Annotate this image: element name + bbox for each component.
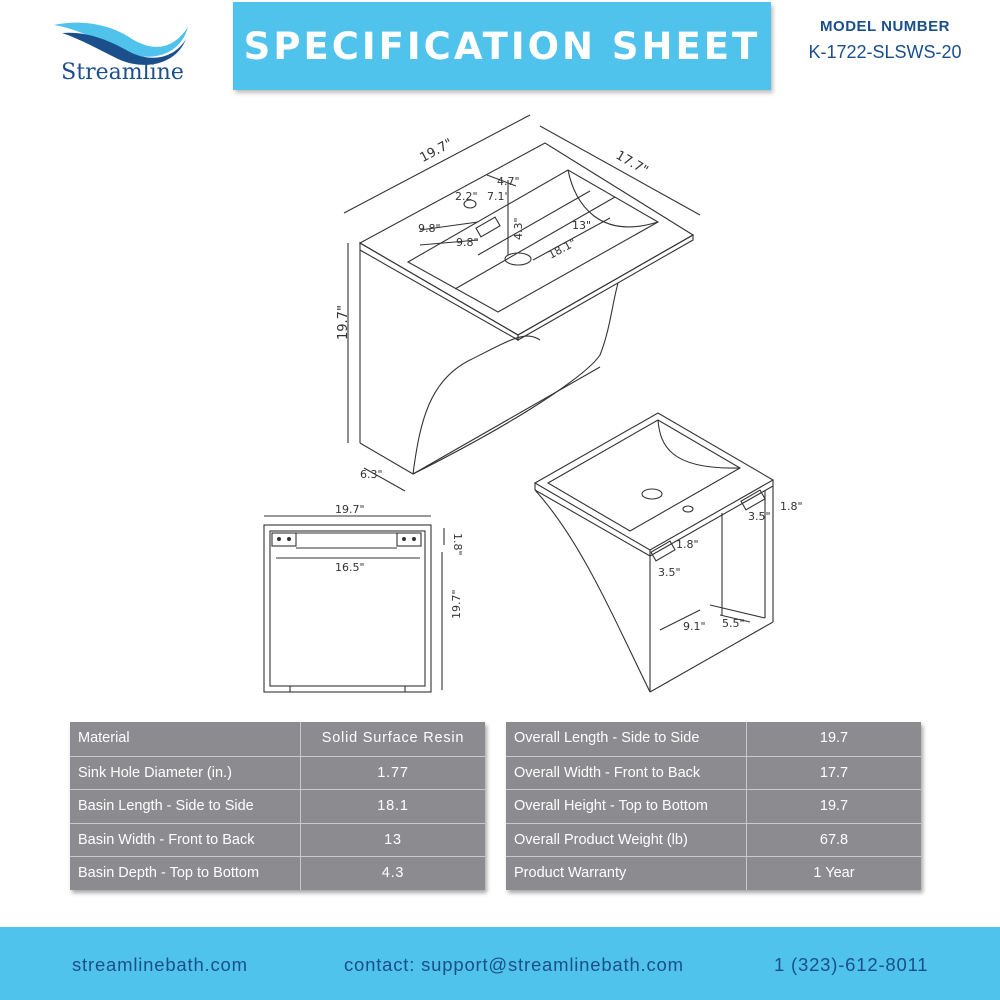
dim-width: 19.7"	[417, 136, 456, 166]
spec-value: 13	[384, 832, 402, 848]
spec-value: 1 Year	[813, 865, 855, 881]
model-number-label: MODEL NUMBER	[820, 18, 950, 35]
table-row	[506, 789, 921, 823]
spec-label: Basin Length - Side to Side	[70, 790, 301, 823]
page-title: SPECIFICATION SHEET	[243, 24, 761, 68]
contact-email[interactable]: contact: support@streamlinebath.com	[344, 954, 684, 975]
table-row	[506, 722, 921, 756]
dim-hole-offset-a: 4.7"	[497, 175, 520, 188]
table-row	[506, 823, 921, 857]
table-row	[70, 722, 485, 756]
spec-value: Solid Surface Resin	[321, 730, 465, 746]
dim-bracket-w-b: 3.5"	[748, 510, 771, 523]
dim-left-a: 9.8"	[418, 222, 441, 235]
spec-value: 19.7	[819, 730, 849, 746]
spec-label: Basin Depth - Top to Bottom	[70, 857, 301, 890]
front-view-drawing	[264, 516, 444, 692]
spec-label: Product Warranty	[506, 857, 747, 890]
iso-underside-drawing	[535, 413, 773, 692]
spec-table-right	[506, 722, 921, 890]
spec-value: 67.8	[819, 832, 849, 848]
dim-depth: 17.7"	[612, 148, 651, 179]
dim-base-depth: 6.3"	[360, 468, 383, 481]
dim-left-b: 9.8"	[456, 236, 479, 249]
dim-bracket-span: 16.5"	[335, 561, 365, 574]
spec-label: Overall Height - Top to Bottom	[506, 790, 747, 823]
dim-inner-depth: 9.1"	[683, 620, 706, 633]
dim-inner-width: 5.5"	[722, 617, 745, 630]
dim-bracket-w-a: 3.5"	[658, 566, 681, 579]
dim-bracket-h-a: 1.8"	[676, 538, 699, 551]
spec-value: 17.7	[819, 765, 849, 781]
phone-number[interactable]: 1 (323)-612-8011	[774, 954, 929, 975]
table-row	[70, 856, 485, 890]
table-row	[70, 823, 485, 857]
dim-bracket-height: 1.8"	[451, 533, 464, 556]
dim-front-width: 19.7"	[335, 503, 365, 516]
dim-height: 19.7"	[336, 305, 351, 340]
spec-value: 1.77	[377, 765, 409, 781]
dim-basin-length: 18.1"	[546, 236, 579, 262]
table-row	[70, 789, 485, 823]
dim-bracket-h-b: 1.8"	[780, 500, 803, 513]
spec-value: 18.1	[377, 798, 409, 814]
website-link[interactable]: streamlinebath.com	[72, 954, 248, 975]
spec-label: Overall Width - Front to Back	[506, 757, 747, 790]
spec-label: Basin Width - Front to Back	[70, 824, 301, 857]
spec-value: 4.3	[381, 865, 405, 881]
spec-table-left	[70, 722, 485, 890]
table-row	[506, 856, 921, 890]
dim-basin-width: 13"	[572, 219, 592, 232]
brand-name: Streamline	[61, 60, 184, 85]
model-number-value: K-1722-SLSWS-20	[808, 42, 962, 62]
dim-hole-offset-b: 7.1"	[487, 190, 510, 203]
spec-label: Overall Product Weight (lb)	[506, 824, 747, 857]
spec-value: 19.7	[819, 798, 849, 814]
dim-basin-depth: 4.3"	[512, 217, 525, 240]
dim-front-height: 19.7"	[450, 589, 463, 619]
spec-label: Sink Hole Diameter (in.)	[70, 757, 301, 790]
spec-label: Material	[70, 722, 301, 756]
dim-hole-dia: 2.2"	[455, 190, 478, 203]
technical-drawings	[0, 95, 1000, 715]
table-row	[506, 756, 921, 790]
table-row	[70, 756, 485, 790]
spec-label: Overall Length - Side to Side	[506, 722, 747, 756]
title-banner	[233, 2, 771, 90]
